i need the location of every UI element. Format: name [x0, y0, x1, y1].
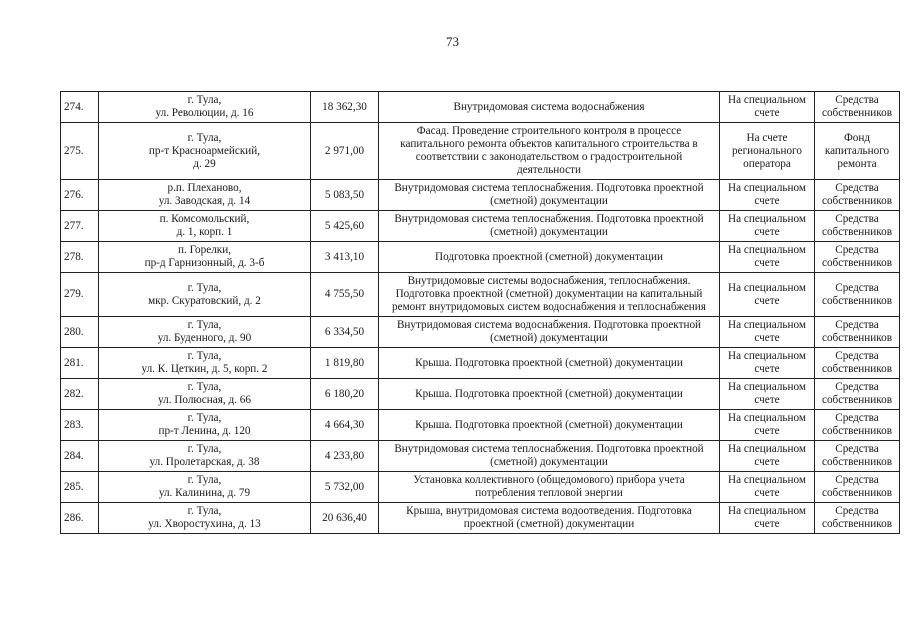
row-number-cell: 284. — [61, 441, 99, 472]
address-line: г. Тула, — [187, 381, 222, 393]
work-type-line: (сметной) документации — [490, 226, 608, 238]
table-row — [61, 379, 900, 410]
fund-method-line: На специальном — [728, 350, 806, 362]
fund-source-cell — [815, 92, 900, 123]
fund-source-line: Фонд — [843, 131, 871, 144]
table-row — [61, 503, 900, 534]
cost-cell: 1 819,80 — [311, 348, 379, 379]
fund-source-line: капитального — [824, 144, 890, 157]
address-line: д. 1, корп. 1 — [176, 226, 233, 238]
work-type-line: Внутридомовая система водоснабжения — [453, 100, 645, 113]
fund-method-line: На специальном — [728, 412, 806, 424]
fund-method-line: счете — [754, 294, 780, 307]
address-cell — [99, 379, 311, 410]
address-line: ул. Хворостухина, д. 13 — [148, 518, 261, 530]
work-type-cell — [379, 242, 720, 273]
work-type-line: Фасад. Проведение строительного контроля в процессе — [416, 125, 682, 137]
work-type-line: потребления тепловой энергии — [475, 487, 623, 499]
fund-source-line: Средства — [835, 443, 879, 455]
work-type-line: капитального ремонта объектов капитального строительства в — [400, 138, 698, 150]
address-line: д. 29 — [193, 157, 216, 170]
work-type-cell — [379, 211, 720, 242]
fund-method-line: счете — [754, 394, 780, 406]
fund-method-line: На счете — [746, 131, 788, 144]
fund-source-line: собственников — [822, 294, 892, 307]
fund-method-line: счете — [754, 226, 780, 238]
table-row — [61, 348, 900, 379]
fund-method-cell — [720, 92, 815, 123]
row-number-cell: 277. — [61, 211, 99, 242]
fund-method-line: счете — [754, 363, 780, 375]
work-type-line: Внутридомовая система теплоснабжения. Подготовка проектной — [394, 213, 704, 225]
address-line: пр-т Красноармейский, — [148, 144, 261, 157]
fund-method-line: На специальном — [728, 213, 806, 225]
cost-cell: 5 732,00 — [311, 472, 379, 503]
fund-source-cell — [815, 180, 900, 211]
address-line: г. Тула, — [187, 94, 222, 106]
fund-method-line: На специальном — [728, 474, 806, 486]
fund-method-line: На специальном — [728, 443, 806, 455]
fund-source-line: Средства — [835, 319, 879, 331]
cost-cell: 6 180,20 — [311, 379, 379, 410]
cost-cell: 18 362,30 — [311, 92, 379, 123]
page-number: 73 — [446, 34, 459, 49]
fund-source-line: собственников — [822, 195, 892, 207]
work-type-line: Установка коллективного (общедомового) прибора учета — [413, 474, 685, 486]
cost-cell: 3 413,10 — [311, 242, 379, 273]
work-type-line: (сметной) документации — [490, 195, 608, 207]
row-number-cell: 278. — [61, 242, 99, 273]
address-line: мкр. Скуратовский, д. 2 — [148, 294, 261, 307]
work-type-line: Внутридомовая система теплоснабжения. Подготовка проектной — [394, 182, 704, 194]
work-type-line: Внутридомовая система теплоснабжения. Подготовка проектной — [394, 443, 704, 455]
cost-cell: 4 233,80 — [311, 441, 379, 472]
work-type-line: Внутридомовая система водоснабжения. Подготовка проектной — [396, 319, 702, 331]
work-type-cell — [379, 123, 720, 180]
row-number-cell: 276. — [61, 180, 99, 211]
fund-source-line: собственников — [822, 394, 892, 406]
address-line: г. Тула, — [187, 505, 222, 517]
fund-method-line: На специальном — [728, 182, 806, 194]
row-number-cell: 286. — [61, 503, 99, 534]
address-cell — [99, 92, 311, 123]
address-line: ул. К. Цеткин, д. 5, корп. 2 — [141, 363, 268, 375]
address-line: ул. Калинина, д. 79 — [158, 487, 251, 499]
fund-source-cell — [815, 472, 900, 503]
table-row — [61, 242, 900, 273]
cost-cell: 4 664,30 — [311, 410, 379, 441]
work-type-line: (сметной) документации — [490, 332, 608, 344]
row-number-cell: 285. — [61, 472, 99, 503]
address-cell — [99, 472, 311, 503]
fund-method-line: счете — [754, 257, 780, 269]
address-line: г. Тула, — [187, 350, 222, 362]
fund-source-line: Средства — [835, 182, 879, 194]
fund-source-line: собственников — [822, 487, 892, 499]
work-type-cell — [379, 92, 720, 123]
row-number-cell: 281. — [61, 348, 99, 379]
fund-source-line: Средства — [835, 213, 879, 225]
work-type-cell — [379, 273, 720, 317]
row-number-cell: 283. — [61, 410, 99, 441]
table-row — [61, 410, 900, 441]
address-line: п. Горелки, — [177, 244, 232, 256]
address-line: г. Тула, — [187, 319, 222, 331]
work-type-line: деятельности — [516, 164, 582, 176]
fund-source-cell — [815, 242, 900, 273]
address-line: ул. Революции, д. 16 — [155, 107, 254, 119]
address-line: г. Тула, — [187, 131, 222, 144]
address-line: пр-т Ленина, д. 120 — [158, 425, 251, 437]
address-cell — [99, 348, 311, 379]
fund-method-line: На специальном — [728, 244, 806, 256]
work-type-line: ремонт внутридомовых систем водоснабжения и теплоснабжения — [392, 301, 706, 313]
fund-source-line: собственников — [822, 363, 892, 375]
cost-cell: 4 755,50 — [311, 273, 379, 317]
fund-source-cell — [815, 211, 900, 242]
fund-source-line: собственников — [822, 226, 892, 238]
fund-method-line: счете — [754, 456, 780, 468]
registry-body — [61, 92, 900, 534]
cost-cell: 20 636,40 — [311, 503, 379, 534]
address-line: г. Тула, — [187, 281, 222, 294]
cost-cell: 2 971,00 — [311, 123, 379, 180]
address-cell — [99, 123, 311, 180]
address-line: ул. Пролетарская, д. 38 — [149, 456, 260, 468]
fund-method-cell — [720, 123, 815, 180]
fund-source-line: собственников — [822, 107, 892, 119]
row-number-cell: 274. — [61, 92, 99, 123]
fund-method-cell — [720, 503, 815, 534]
fund-source-line: Средства — [835, 474, 879, 486]
fund-source-line: Средства — [835, 244, 879, 256]
fund-source-line: ремонта — [837, 157, 877, 170]
fund-source-line: собственников — [822, 257, 892, 269]
address-cell — [99, 242, 311, 273]
fund-method-line: На специальном — [728, 381, 806, 393]
fund-method-cell — [720, 410, 815, 441]
fund-method-cell — [720, 211, 815, 242]
fund-source-line: Средства — [835, 412, 879, 424]
work-type-line: Крыша, внутридомовая система водоотведения. Подготовка — [406, 505, 692, 517]
fund-method-cell — [720, 348, 815, 379]
fund-method-cell — [720, 472, 815, 503]
fund-method-line: На специальном — [728, 94, 806, 106]
fund-method-line: счете — [754, 425, 780, 437]
fund-source-cell — [815, 503, 900, 534]
table-row — [61, 180, 900, 211]
fund-method-cell — [720, 273, 815, 317]
row-number-cell: 280. — [61, 317, 99, 348]
fund-method-cell — [720, 180, 815, 211]
work-type-line: Крыша. Подготовка проектной (сметной) документации — [415, 418, 683, 431]
address-line: ул. Заводская, д. 14 — [158, 195, 251, 207]
work-type-cell — [379, 348, 720, 379]
address-cell — [99, 211, 311, 242]
fund-method-cell — [720, 317, 815, 348]
fund-source-line: собственников — [822, 518, 892, 530]
fund-method-line: счете — [754, 518, 780, 530]
address-line: г. Тула, — [187, 412, 222, 424]
fund-source-line: собственников — [822, 332, 892, 344]
work-type-line: проектной (сметной) документации — [463, 518, 635, 530]
work-type-cell — [379, 180, 720, 211]
fund-source-line: Средства — [835, 350, 879, 362]
fund-method-line: оператора — [743, 157, 791, 170]
repair-registry-table — [60, 91, 900, 534]
table-row — [61, 441, 900, 472]
work-type-line: (сметной) документации — [490, 456, 608, 468]
address-line: п. Комсомольский, — [159, 213, 250, 225]
fund-method-line: счете — [754, 332, 780, 344]
fund-source-line: Средства — [835, 505, 879, 517]
work-type-line: соответствии с законодательством о градостроительной — [415, 151, 683, 163]
address-cell — [99, 410, 311, 441]
cost-cell: 5 083,50 — [311, 180, 379, 211]
fund-source-cell — [815, 410, 900, 441]
work-type-line: Подготовка проектной (сметной) документации — [435, 250, 663, 263]
fund-method-line: счете — [754, 487, 780, 499]
fund-method-cell — [720, 441, 815, 472]
fund-method-line: На специальном — [728, 281, 806, 294]
fund-source-line: собственников — [822, 456, 892, 468]
table-row — [61, 273, 900, 317]
fund-method-cell — [720, 379, 815, 410]
address-cell — [99, 273, 311, 317]
fund-method-line: регионального — [732, 144, 802, 157]
fund-method-line: На специальном — [728, 505, 806, 517]
address-line: пр-д Гарнизонный, д. 3-б — [144, 257, 265, 269]
fund-source-line: собственников — [822, 425, 892, 437]
fund-method-cell — [720, 242, 815, 273]
cost-cell: 5 425,60 — [311, 211, 379, 242]
address-cell — [99, 317, 311, 348]
fund-source-cell — [815, 317, 900, 348]
address-cell — [99, 441, 311, 472]
table-row — [61, 92, 900, 123]
work-type-cell — [379, 503, 720, 534]
fund-source-line: Средства — [835, 281, 879, 294]
fund-method-line: На специальном — [728, 319, 806, 331]
table-row — [61, 317, 900, 348]
row-number-cell: 279. — [61, 273, 99, 317]
fund-source-cell — [815, 273, 900, 317]
address-line: р.п. Плеханово, — [167, 182, 242, 194]
fund-source-cell — [815, 441, 900, 472]
address-line: ул. Полюсная, д. 66 — [158, 394, 251, 406]
work-type-line: Подготовка проектной (сметной) документации на капитальный — [395, 288, 703, 300]
work-type-line: Крыша. Подготовка проектной (сметной) документации — [415, 356, 683, 369]
address-line: г. Тула, — [187, 474, 222, 486]
fund-source-cell — [815, 348, 900, 379]
fund-source-cell — [815, 123, 900, 180]
fund-source-line: Средства — [835, 381, 879, 393]
address-cell — [99, 503, 311, 534]
fund-source-cell — [815, 379, 900, 410]
address-line: ул. Буденного, д. 90 — [157, 332, 252, 344]
fund-method-line: счете — [754, 195, 780, 207]
work-type-cell — [379, 441, 720, 472]
address-line: г. Тула, — [187, 443, 222, 455]
table-row — [61, 123, 900, 180]
work-type-cell — [379, 317, 720, 348]
table-row — [61, 211, 900, 242]
work-type-cell — [379, 379, 720, 410]
row-number-cell: 275. — [61, 123, 99, 180]
work-type-line: Крыша. Подготовка проектной (сметной) документации — [415, 387, 683, 400]
work-type-line: Внутридомовые системы водоснабжения, теплоснабжения. — [407, 275, 691, 287]
table-row — [61, 472, 900, 503]
row-number-cell: 282. — [61, 379, 99, 410]
work-type-cell — [379, 472, 720, 503]
fund-source-line: Средства — [835, 94, 879, 106]
work-type-cell — [379, 410, 720, 441]
address-cell — [99, 180, 311, 211]
cost-cell: 6 334,50 — [311, 317, 379, 348]
fund-method-line: счете — [754, 107, 780, 119]
